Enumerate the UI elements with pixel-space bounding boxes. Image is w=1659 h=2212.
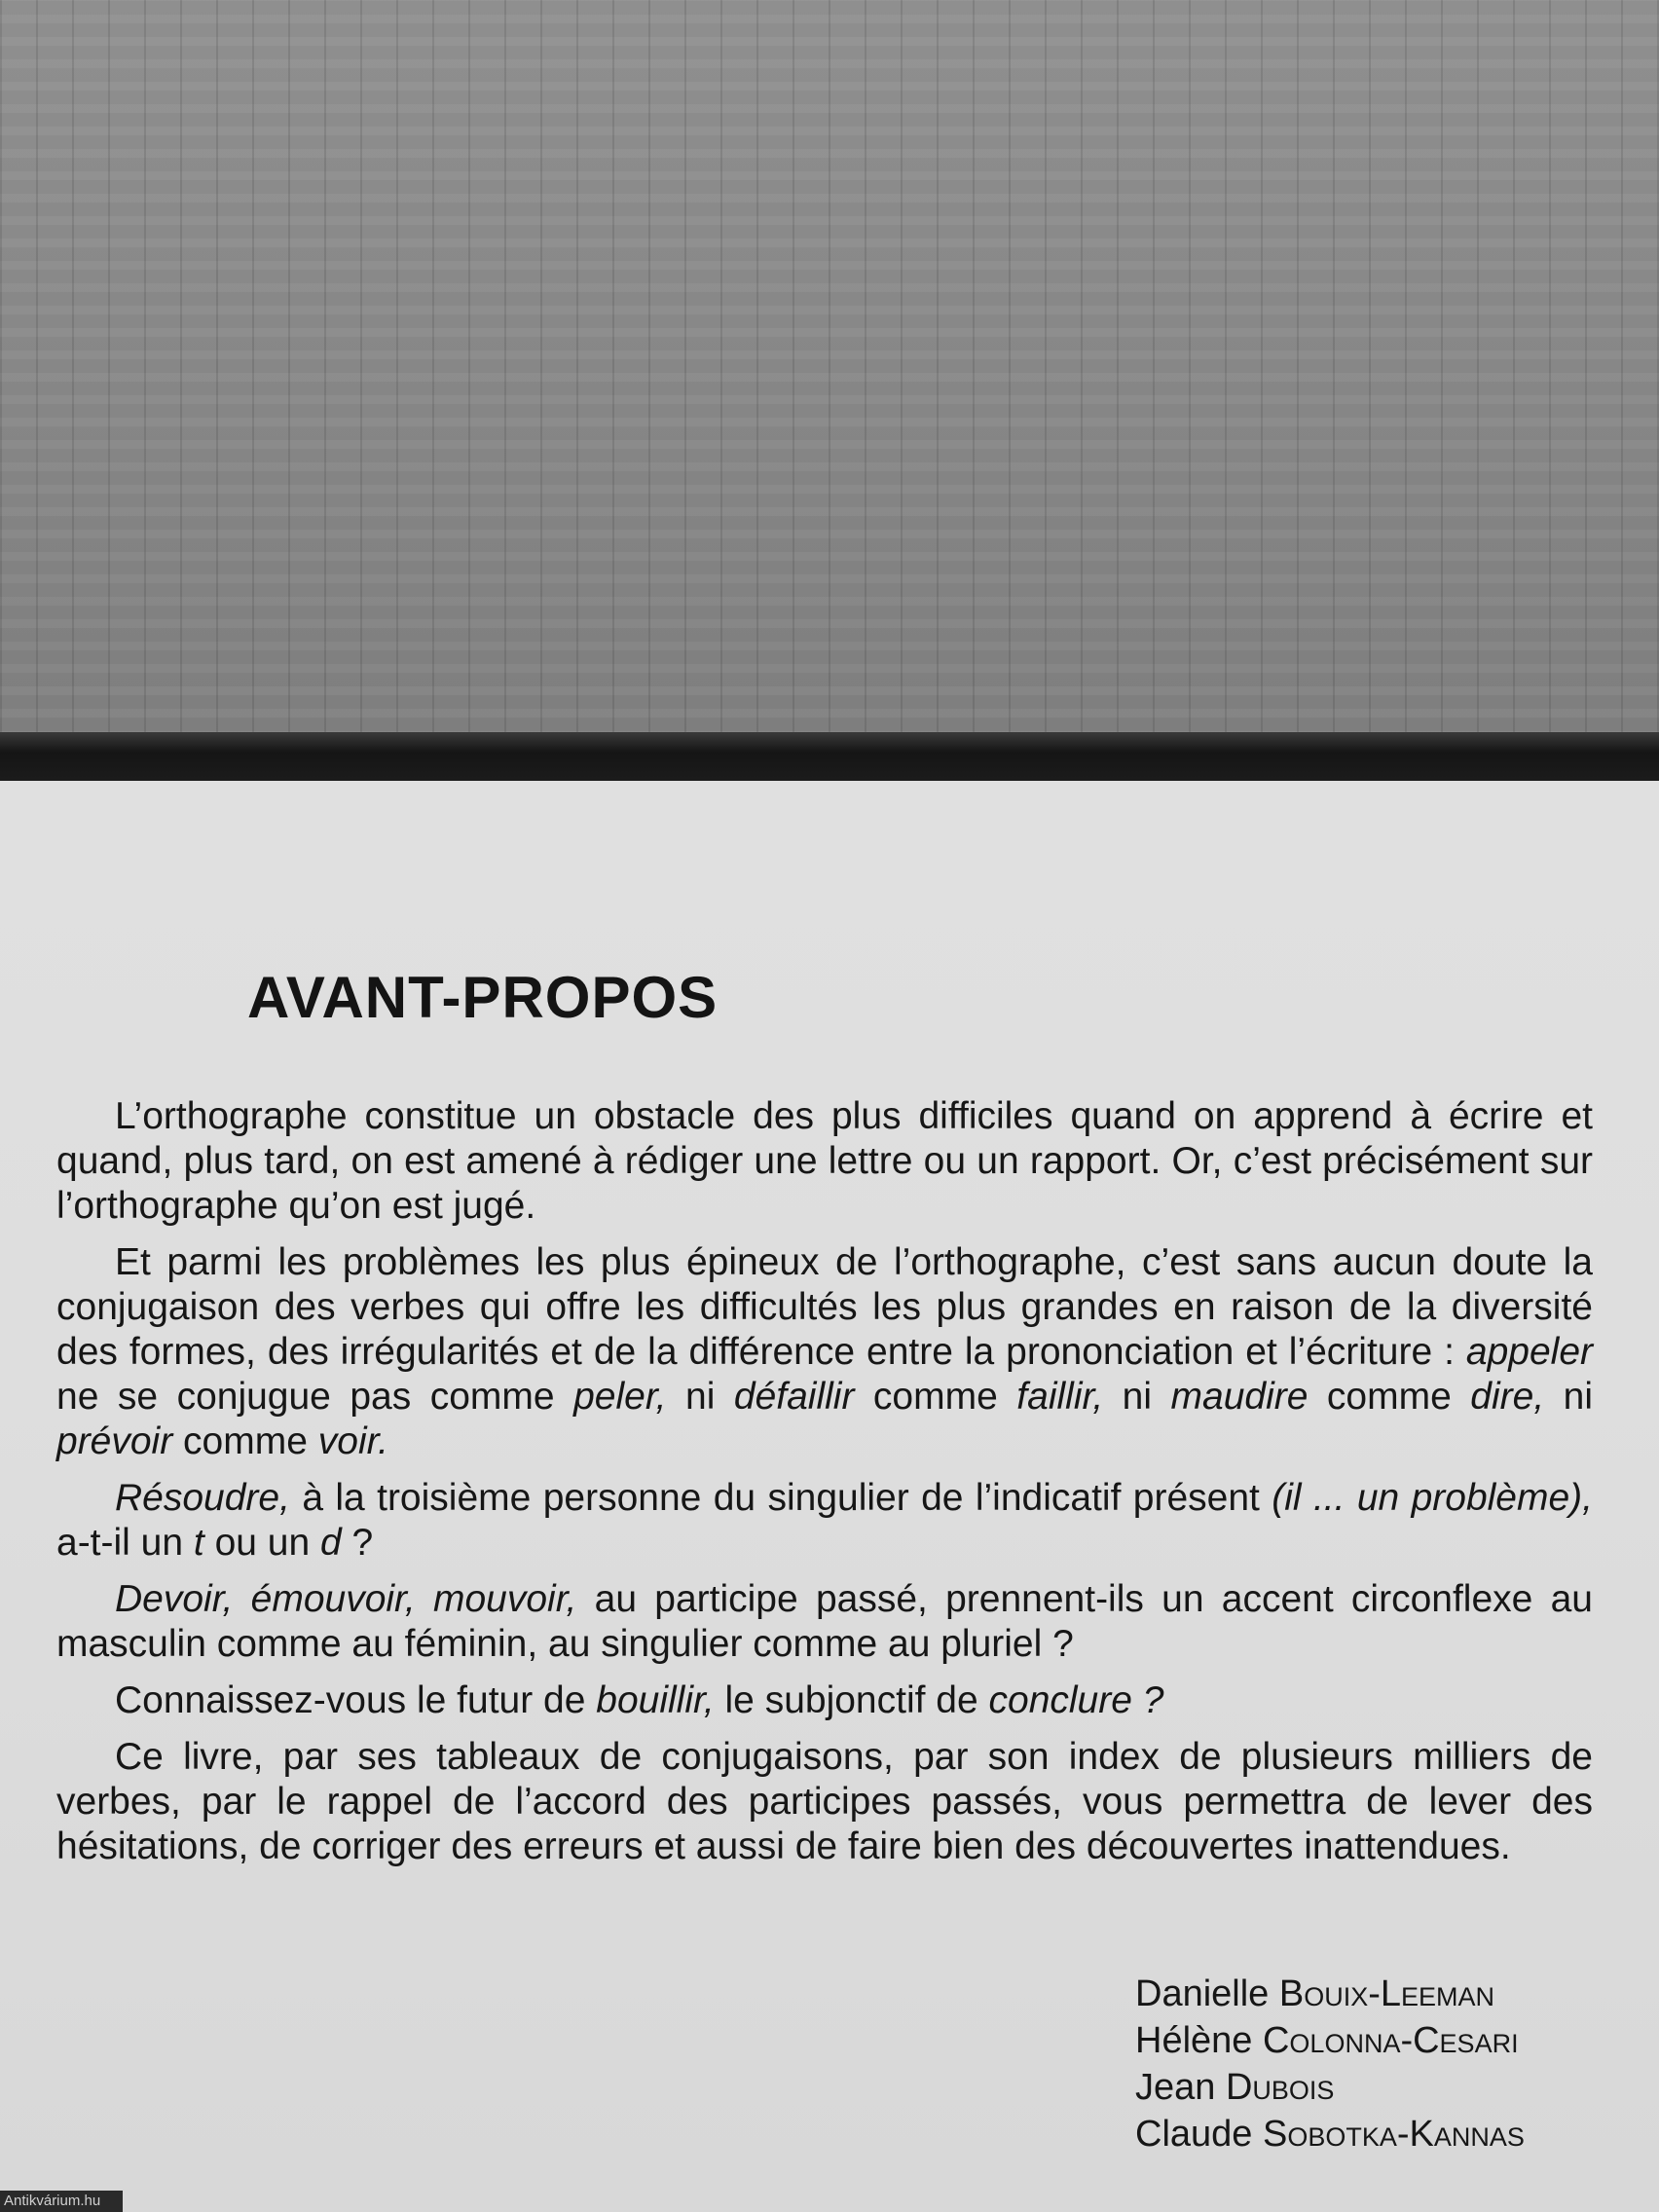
text-run: Ce livre, par ses tableaux de conjugaisons, par son index de plusieurs milliers de verbes, par le rappel de l’accord des participes passés, vous permettra de lever des hésitations, de corriger des erreurs et aussi de faire bien des découvertes inattendues. xyxy=(56,1736,1593,1867)
paragraph xyxy=(56,1476,1593,1566)
text-run: à la troisième personne du singulier de l’indicatif présent xyxy=(289,1477,1272,1519)
text-run: L’orthographe constitue un obstacle des plus difficiles quand on apprend à écrire et quand, plus tard, on est amené à rédiger une lettre ou un rapport. Or, c’est précisément sur l’orthographe qu’on est jugé. xyxy=(56,1095,1593,1227)
text-run: comme xyxy=(854,1376,1017,1418)
background-surface xyxy=(0,0,1659,740)
paragraph xyxy=(56,1094,1593,1229)
italic-word: prévoir xyxy=(56,1420,173,1462)
author-first-name: Claude xyxy=(1135,2114,1253,2155)
italic-word: défaillir xyxy=(733,1376,855,1418)
paragraph xyxy=(56,1240,1593,1464)
author-first-name: Hélène xyxy=(1135,2020,1253,2061)
italic-word: voir. xyxy=(317,1420,388,1462)
book-cover-edge xyxy=(0,732,1659,783)
author-list xyxy=(1135,1971,1525,2157)
text-run: ni xyxy=(666,1376,734,1418)
text-run: comme xyxy=(1308,1376,1471,1418)
author-first-name: Danielle xyxy=(1135,1973,1270,2014)
body-text xyxy=(56,1094,1593,1881)
text-run: a-t-il un xyxy=(56,1522,194,1564)
italic-word: conclure ? xyxy=(988,1679,1164,1721)
author-last-name: Sobotka-Kannas xyxy=(1262,2114,1525,2155)
watermark-text: Antikvárium.hu xyxy=(0,2191,123,2212)
author-name xyxy=(1135,2064,1525,2111)
text-run: comme xyxy=(172,1420,318,1462)
text-run: Connaissez-vous le futur de xyxy=(115,1679,597,1721)
author-name xyxy=(1135,2017,1525,2064)
author-name xyxy=(1135,1971,1525,2017)
text-run: le subjonctif de xyxy=(714,1679,989,1721)
book-page xyxy=(0,781,1659,2212)
text-run: Et parmi les problèmes les plus épineux de l’orthographe, c’est sans aucun doute la conjugaison des verbes qui offre les difficultés les plus grandes en raison de la diversité des formes, des irrégularités et de la différence entre la prononciation et l’écriture : xyxy=(56,1241,1593,1373)
text-run: ? xyxy=(341,1522,374,1564)
italic-word: d xyxy=(320,1522,342,1564)
author-last-name: Colonna-Cesari xyxy=(1262,2020,1519,2061)
page-title: AVANT-PROPOS xyxy=(247,965,719,1030)
author-last-name: Bouix-Leeman xyxy=(1278,1973,1495,2014)
italic-word: appeler xyxy=(1465,1331,1593,1373)
italic-word: dire, xyxy=(1470,1376,1545,1418)
author-first-name: Jean xyxy=(1135,2067,1216,2108)
author-last-name: Dubois xyxy=(1225,2067,1335,2108)
paragraph xyxy=(56,1678,1593,1723)
italic-word: Devoir, émouvoir, mouvoir, xyxy=(115,1578,577,1620)
paragraph xyxy=(56,1735,1593,1869)
italic-word: peler, xyxy=(573,1376,667,1418)
paragraph xyxy=(56,1577,1593,1667)
author-name xyxy=(1135,2111,1525,2157)
italic-word: faillir, xyxy=(1016,1376,1104,1418)
italic-word: maudire xyxy=(1170,1376,1309,1418)
italic-word: bouillir, xyxy=(596,1679,715,1721)
text-run: ou un xyxy=(203,1522,321,1564)
italic-word: t xyxy=(193,1522,204,1564)
text-run: ni xyxy=(1103,1376,1171,1418)
text-run: ni xyxy=(1544,1376,1594,1418)
text-run: ne se conjugue pas comme xyxy=(56,1376,574,1418)
italic-word: Résoudre, xyxy=(115,1477,290,1519)
italic-word: (il ... un problème), xyxy=(1272,1477,1593,1519)
text-run: au participe passé, prennent-ils un accent circonflexe au masculin comme au féminin, au singulier comme au pluriel ? xyxy=(56,1578,1593,1665)
